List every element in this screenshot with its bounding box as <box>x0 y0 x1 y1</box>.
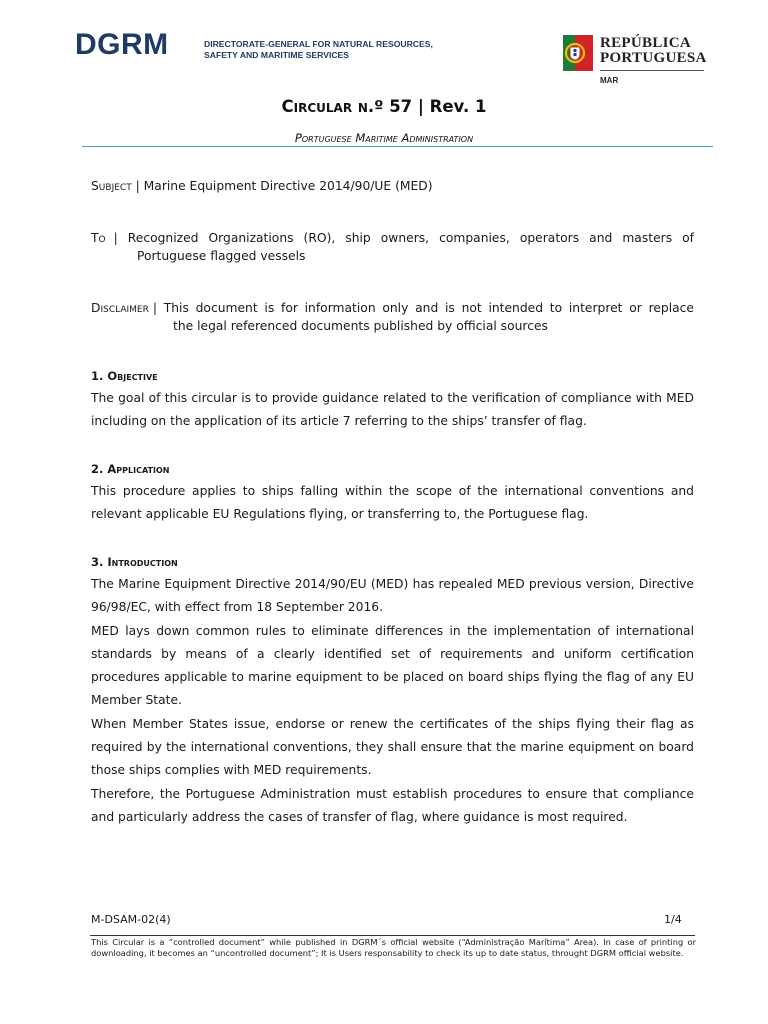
section-body-introduction <box>91 573 694 829</box>
republica-line2: PORTUGUESA <box>600 50 707 66</box>
document-code: M-DSAM-02(4) <box>91 913 171 926</box>
subject-label: Subject <box>91 179 132 193</box>
circular-subtitle: Portuguese Maritime Administration <box>294 131 474 145</box>
dgrm-logo <box>75 30 169 60</box>
dgrm-full-name <box>204 39 433 61</box>
section-heading-application: 2. Application <box>91 462 170 476</box>
dgrm-logo-text: DGRM <box>75 28 169 61</box>
circular-number: 57 | Rev. 1 <box>389 97 487 116</box>
page-number: 1/4 <box>664 913 682 926</box>
disclaimer-row <box>91 300 694 335</box>
subject-row <box>91 178 694 196</box>
ministry-label: MAR <box>600 76 619 85</box>
republica-divider <box>600 70 704 71</box>
title-divider <box>82 146 713 147</box>
to-text-line2: Portuguese flagged vessels <box>137 248 306 263</box>
disclaimer-label: Disclaimer <box>91 301 149 315</box>
footer-divider <box>90 935 695 936</box>
section-heading-introduction: 3. Introduction <box>91 555 178 569</box>
paragraph: The goal of this circular is to provide guidance related to the verification of compliance with MED including on the application of its article 7 referring to the ships’ transfer of flag. <box>91 391 694 429</box>
paragraph: Therefore, the Portuguese Administration must establish procedures to ensure that compliance and particularly address the cases of transfer of flag, where guidance is most required. <box>91 786 694 824</box>
republica-portuguesa-wordmark <box>600 36 707 66</box>
section-body-application <box>91 480 694 527</box>
to-text-line1: | Recognized Organizations (RO), ship owners, companies, operators and masters of <box>113 231 694 245</box>
section-heading-objective: 1. Objective <box>91 369 158 383</box>
paragraph: MED lays down common rules to eliminate differences in the implementation of international standards by means of a clearly identified set of requirements and uniform certification procedures applicable to marine equipment to be placed on board ships flying the flag of any EU Member State. <box>91 623 694 708</box>
paragraph: The Marine Equipment Directive 2014/90/EU (MED) has repealed MED previous version, Directive 96/98/EC, with effect from 18 September 2016. <box>91 577 694 615</box>
republica-line1: REPÚBLICA <box>600 35 692 51</box>
disclaimer-text-line2: the legal referenced documents published by official sources <box>173 318 548 333</box>
subject-text: | Marine Equipment Directive 2014/90/UE (MED) <box>135 179 433 193</box>
footer-note: This Circular is a “controlled document” while published in DGRM´s official website (“Administração Marítima” Area). In case of printing or downloading, it becomes an “uncontrolled document”; It is Users responsability to check its up to date status, throught DGRM official website. <box>91 937 696 959</box>
section-body-objective <box>91 387 694 434</box>
dgrm-name-line2: SAFETY AND MARITIME SERVICES <box>204 50 349 60</box>
disclaimer-text-line1: | This document is for information only and is not intended to interpret or replace <box>152 301 694 315</box>
paragraph: This procedure applies to ships falling within the scope of the international conventions and relevant applicable EU Regulations flying, or transferring to, the Portuguese flag. <box>91 484 694 522</box>
circular-title <box>0 97 768 116</box>
paragraph: When Member States issue, endorse or renew the certificates of the ships flying their flag as required by the international conventions, they shall ensure that the marine equipment on board those ships complies with MED requirements. <box>91 716 694 778</box>
to-label: To <box>91 231 106 245</box>
portuguese-republic-crest-icon <box>563 33 593 73</box>
dgrm-name-line1: DIRECTORATE-GENERAL FOR NATURAL RESOURCES, <box>204 39 433 49</box>
circular-prefix: Circular n.º <box>281 97 384 116</box>
to-row <box>91 230 694 265</box>
